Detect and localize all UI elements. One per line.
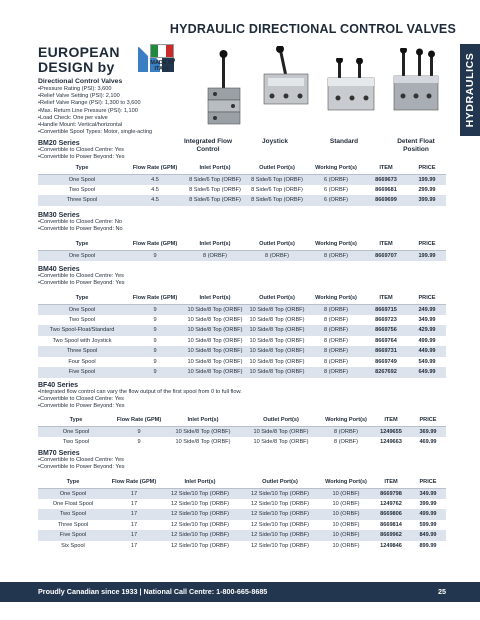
cell-working: 10 (ORBF) <box>332 521 360 528</box>
spec-item: •Handle Mount: Vertical/horizontal <box>38 122 123 129</box>
cell-working: 8 (ORBF) <box>308 367 364 378</box>
col-outlet: Outlet Port(s) <box>246 238 308 250</box>
cell-price: 349.99 <box>410 488 446 499</box>
col-price: PRICE <box>410 414 446 426</box>
cell-outlet: 12 Side/10 Top (ORBF) <box>240 530 320 541</box>
cell-item: 8669749 <box>375 358 397 365</box>
table-row <box>38 304 446 315</box>
col-item: ITEM <box>372 476 410 488</box>
col-item: ITEM <box>364 292 408 304</box>
cell-working: 8 (ORBF) <box>308 304 364 315</box>
table-row <box>38 541 446 552</box>
table-header-row <box>38 414 446 426</box>
table-row <box>38 509 446 520</box>
cell-flow: 9 <box>153 337 157 344</box>
caption-integrated-flow-control: Integrated Flow Control <box>183 138 233 153</box>
col-price: PRICE <box>408 162 446 174</box>
cell-type: Two Spool with Joystick <box>52 337 112 344</box>
spec-item: •Pressure Rating (PSI): 3,600 <box>38 86 112 92</box>
cell-type: One Spool <box>38 174 126 185</box>
series-note: •Convertible to Closed Centre: Yes <box>38 147 124 153</box>
series-title: BM70 Series <box>38 450 80 457</box>
cell-price: 299.99 <box>418 186 436 193</box>
cell-type: One Spool <box>38 488 108 499</box>
cell-inlet: 12 Side/10 Top (ORBF) <box>160 488 240 499</box>
cell-outlet: 10 Side/8 Top (ORBF) <box>249 316 305 323</box>
cell-working: 8 (ORBF) <box>324 337 348 344</box>
cell-price: 349.99 <box>418 316 436 323</box>
cell-type: Two Spool-Float/Standard <box>38 325 126 336</box>
bm30-table <box>38 238 446 261</box>
spec-list <box>38 78 198 136</box>
col-price: PRICE <box>408 238 446 250</box>
page-number: 25 <box>438 587 446 596</box>
bm20-table <box>38 162 446 206</box>
cell-price: 399.99 <box>408 195 446 206</box>
cell-inlet: 10 Side/8 Top (ORBF) <box>187 358 243 365</box>
table-row <box>38 367 446 378</box>
cell-item: 8669962 <box>372 530 410 541</box>
col-flow-rate: Flow Rate (GPM) <box>108 476 160 488</box>
cell-item: 8669756 <box>364 325 408 336</box>
series-note: •Convertible to Power Beyond: Yes <box>38 280 125 286</box>
cell-item: 8669707 <box>364 250 408 261</box>
cell-type: One Spool <box>38 250 126 261</box>
cell-item: 8669764 <box>375 337 397 344</box>
col-outlet: Outlet Port(s) <box>246 292 308 304</box>
cell-type: Three Spool <box>38 346 126 357</box>
cell-outlet: 12 Side/10 Top (ORBF) <box>240 488 320 499</box>
cell-type: Two Spool <box>38 509 108 520</box>
col-inlet: Inlet Port(s) <box>160 476 240 488</box>
cell-working: 10 (ORBF) <box>320 530 372 541</box>
cell-type: Three Spool <box>57 521 89 528</box>
made-in-badge: MADE IN ITALY <box>150 60 174 72</box>
cell-type: Six Spool <box>61 542 85 549</box>
cell-working: 6 (ORBF) <box>308 174 364 185</box>
cell-type: One Spool <box>38 304 126 315</box>
cell-inlet: 10 Side/8 Top (ORBF) <box>175 438 231 445</box>
cell-item: 8669806 <box>372 509 410 520</box>
cell-inlet: 8 Side/6 Top (ORBF) <box>184 195 246 206</box>
spec-item: •Relief Valve Setting (PSI): 2,100 <box>38 93 120 100</box>
brand-line1: EUROPEAN <box>38 44 120 60</box>
cell-inlet: 12 Side/10 Top (ORBF) <box>160 509 240 520</box>
cell-price: 849.99 <box>410 530 446 541</box>
table-row <box>38 174 446 185</box>
cell-flow: 17 <box>108 530 160 541</box>
series-bf40 <box>38 382 446 410</box>
cell-type: Four Spool <box>68 358 96 365</box>
cell-working: 8 (ORBF) <box>320 426 372 437</box>
cell-outlet: 10 Side/8 Top (ORBF) <box>249 358 305 365</box>
cell-flow: 17 <box>108 509 160 520</box>
table-header-row <box>38 292 446 304</box>
cell-flow: 9 <box>126 346 184 357</box>
cell-price: 399.99 <box>419 500 437 507</box>
col-working: Working Port(s) <box>308 238 364 250</box>
caption-standard: Standard <box>329 138 359 145</box>
cell-price: 249.99 <box>408 304 446 315</box>
flow-control-valve-image <box>200 50 248 134</box>
cell-price: 599.99 <box>419 521 437 528</box>
cell-outlet: 10 Side/8 Top (ORBF) <box>242 426 320 437</box>
cell-type: One Float Spool <box>52 500 94 507</box>
col-working: Working Port(s) <box>308 162 364 174</box>
cell-inlet: 10 Side/8 Top (ORBF) <box>184 304 246 315</box>
cell-item: 8669731 <box>364 346 408 357</box>
table-row <box>38 185 446 196</box>
cell-working: 6 (ORBF) <box>308 195 364 206</box>
spec-item: •Max. Return Line Pressure (PSI): 1,100 <box>38 107 138 114</box>
cell-working: 10 (ORBF) <box>320 488 372 499</box>
col-flow-rate: Flow Rate (GPM) <box>114 414 164 426</box>
col-flow-rate: Flow Rate (GPM) <box>126 292 184 304</box>
series-note: •Convertible to Closed Centre: No <box>38 219 123 225</box>
col-inlet: Inlet Port(s) <box>184 238 246 250</box>
cell-inlet: 10 Side/8 Top (ORBF) <box>184 325 246 336</box>
cell-outlet: 12 Side/10 Top (ORBF) <box>240 509 320 520</box>
series-note: •Convertible to Power Beyond: Yes <box>38 464 125 470</box>
series-title: BM30 Series <box>38 212 80 219</box>
cell-type: One Spool <box>38 426 114 437</box>
table-row <box>38 499 446 510</box>
cell-type: Three Spool <box>38 195 126 206</box>
cell-working: 8 (ORBF) <box>324 358 348 365</box>
cell-working: 10 (ORBF) <box>332 500 360 507</box>
cell-working: 8 (ORBF) <box>324 316 348 323</box>
cell-outlet: 12 Side/10 Top (ORBF) <box>250 500 310 507</box>
cell-type: Five Spool <box>38 367 126 378</box>
cell-price: 499.99 <box>410 509 446 520</box>
table-row <box>38 426 446 437</box>
col-working: Working Port(s) <box>320 414 372 426</box>
series-bm70 <box>38 450 446 471</box>
cell-outlet: 12 Side/10 Top (ORBF) <box>250 542 310 549</box>
cell-flow: 9 <box>126 367 184 378</box>
table-row <box>38 346 446 357</box>
footer-bar <box>0 582 480 602</box>
cell-outlet: 10 Side/8 Top (ORBF) <box>246 346 308 357</box>
series-note: •Convertible to Power Beyond: No <box>38 226 123 232</box>
joystick-valve-image <box>258 46 314 116</box>
series-note: •Convertible to Power Beyond: Yes <box>38 154 125 160</box>
col-inlet: Inlet Port(s) <box>184 292 246 304</box>
cell-working: 10 (ORBF) <box>320 509 372 520</box>
cell-item: 1249663 <box>380 438 402 445</box>
col-price: PRICE <box>408 292 446 304</box>
cell-item: 8267692 <box>364 367 408 378</box>
bf40-table <box>38 414 446 447</box>
cell-price: 199.99 <box>408 174 446 185</box>
cell-flow: 9 <box>153 358 157 365</box>
col-item: ITEM <box>364 238 408 250</box>
table-row <box>38 530 446 541</box>
cell-price: 469.99 <box>419 438 437 445</box>
series-bm20 <box>38 140 446 161</box>
cell-item: 8669814 <box>380 521 402 528</box>
col-working: Working Port(s) <box>308 292 364 304</box>
table-row <box>38 437 446 448</box>
table-row <box>38 325 446 336</box>
cell-flow: 9 <box>126 325 184 336</box>
series-title: BM20 Series <box>38 140 80 147</box>
table-row <box>38 250 446 261</box>
cell-inlet: 10 Side/8 Top (ORBF) <box>187 337 243 344</box>
table-header-row <box>38 476 446 488</box>
brand-line2: DESIGN by <box>38 59 115 75</box>
cell-item: 8669723 <box>375 316 397 323</box>
caption-detent-float: Detent Float Position <box>397 138 435 153</box>
series-note: •Convertible to Power Beyond: Yes <box>38 403 125 409</box>
cell-outlet: 8 Side/6 Top (ORBF) <box>251 186 303 193</box>
product-images <box>200 44 450 134</box>
series-note: •Convertible to Closed Centre: Yes <box>38 457 124 463</box>
spec-item: •Convertible Spool Types: Motor, single-acting <box>38 129 153 136</box>
cell-outlet: 8 Side/6 Top (ORBF) <box>246 174 308 185</box>
cell-flow: 4.5 <box>126 174 184 185</box>
cell-inlet: 10 Side/8 Top (ORBF) <box>187 316 243 323</box>
series-bm40 <box>38 266 446 287</box>
bm70-table <box>38 476 446 551</box>
table-header-row <box>38 162 446 174</box>
cell-price: 899.99 <box>419 542 437 549</box>
cell-outlet: 10 Side/8 Top (ORBF) <box>253 438 309 445</box>
footer-text: Proudly Canadian since 1933 | National Call Centre: 1-800-665-8685 <box>38 587 268 596</box>
table-row <box>38 520 446 531</box>
table-row <box>38 195 446 206</box>
page-title: HYDRAULIC DIRECTIONAL CONTROL VALVES <box>169 22 456 36</box>
spec-list-title: Directional Control Valves <box>38 78 123 85</box>
cell-item: 8669798 <box>372 488 410 499</box>
cell-type: Five Spool <box>38 530 108 541</box>
cell-price: 429.99 <box>408 325 446 336</box>
cell-flow: 9 <box>153 316 157 323</box>
bm40-table <box>38 292 446 378</box>
col-type: Type <box>38 238 126 250</box>
cell-working: 8 (ORBF) <box>308 250 364 261</box>
cell-inlet: 12 Side/10 Top (ORBF) <box>170 542 230 549</box>
col-item: ITEM <box>364 162 408 174</box>
cell-outlet: 10 Side/8 Top (ORBF) <box>246 325 308 336</box>
table-row <box>38 315 446 326</box>
col-type: Type <box>38 292 126 304</box>
cell-working: 8 (ORBF) <box>308 346 364 357</box>
cell-type: Two Spool <box>68 186 96 193</box>
cell-working: 10 (ORBF) <box>332 542 360 549</box>
cell-inlet: 10 Side/8 Top (ORBF) <box>164 426 242 437</box>
cell-working: 6 (ORBF) <box>324 186 348 193</box>
cell-price: 449.99 <box>408 346 446 357</box>
cell-working: 8 (ORBF) <box>308 325 364 336</box>
cell-item: 1249846 <box>380 542 402 549</box>
section-tab-label: HYDRAULICS <box>464 52 476 128</box>
cell-flow: 17 <box>130 542 138 549</box>
series-note: •Convertible to Closed Centre: Yes <box>38 273 124 279</box>
col-item: ITEM <box>372 414 410 426</box>
cell-price: 649.99 <box>408 367 446 378</box>
cell-inlet: 12 Side/10 Top (ORBF) <box>170 500 230 507</box>
col-outlet: Outlet Port(s) <box>246 162 308 174</box>
cell-price: 549.99 <box>418 358 436 365</box>
cell-item: 8669673 <box>364 174 408 185</box>
cell-flow: 9 <box>114 426 164 437</box>
table-row <box>38 357 446 368</box>
col-outlet: Outlet Port(s) <box>240 476 320 488</box>
cell-working: 8 (ORBF) <box>334 438 358 445</box>
cell-item: 8669715 <box>364 304 408 315</box>
table-header-row <box>38 238 446 250</box>
col-inlet: Inlet Port(s) <box>184 162 246 174</box>
standard-valve-image <box>322 58 380 120</box>
col-outlet: Outlet Port(s) <box>242 414 320 426</box>
cell-price: 499.99 <box>418 337 436 344</box>
cell-flow: 4.5 <box>126 195 184 206</box>
section-tab <box>460 44 480 136</box>
cell-inlet: 12 Side/10 Top (ORBF) <box>170 521 230 528</box>
cell-flow: 4.5 <box>151 186 159 193</box>
italy-flag-icon <box>150 44 174 58</box>
cell-price: 199.99 <box>408 250 446 261</box>
cell-type: Two Spool <box>68 316 96 323</box>
series-note: •Convertible to Closed Centre: Yes <box>38 396 124 402</box>
table-row <box>38 488 446 499</box>
cell-flow: 17 <box>108 488 160 499</box>
cell-inlet: 10 Side/8 Top (ORBF) <box>184 367 246 378</box>
cell-item: 1249655 <box>372 426 410 437</box>
col-inlet: Inlet Port(s) <box>164 414 242 426</box>
caption-joystick: Joystick <box>261 138 289 145</box>
cell-flow: 9 <box>126 304 184 315</box>
cell-inlet: 8 (ORBF) <box>184 250 246 261</box>
cell-item: 1249762 <box>380 500 402 507</box>
col-working: Working Port(s) <box>320 476 372 488</box>
series-bm30 <box>38 212 446 233</box>
cell-inlet: 10 Side/8 Top (ORBF) <box>184 346 246 357</box>
table-row <box>38 336 446 347</box>
col-flow-rate: Flow Rate (GPM) <box>126 238 184 250</box>
detent-float-valve-image <box>388 48 444 122</box>
col-flow-rate: Flow Rate (GPM) <box>126 162 184 174</box>
col-type: Type <box>38 162 126 174</box>
cell-inlet: 8 Side/6 Top (ORBF) <box>184 174 246 185</box>
cell-flow: 17 <box>130 500 138 507</box>
cell-price: 369.99 <box>410 426 446 437</box>
series-title: BM40 Series <box>38 266 80 273</box>
cell-inlet: 8 Side/6 Top (ORBF) <box>189 186 241 193</box>
cell-outlet: 8 Side/6 Top (ORBF) <box>246 195 308 206</box>
cell-item: 8669699 <box>364 195 408 206</box>
spec-item: •Relief Valve Range (PSI): 1,300 to 3,600 <box>38 100 141 107</box>
cell-outlet: 8 (ORBF) <box>246 250 308 261</box>
series-note: •Integrated flow control can vary the flow output of the first spool from 0 to full flow. <box>38 389 242 395</box>
cell-outlet: 12 Side/10 Top (ORBF) <box>250 521 310 528</box>
cell-item: 8669681 <box>375 186 397 193</box>
series-title: BF40 Series <box>38 382 79 389</box>
col-price: PRICE <box>410 476 446 488</box>
cell-outlet: 10 Side/8 Top (ORBF) <box>246 304 308 315</box>
spec-item: •Load Check: One per valve <box>38 114 108 121</box>
col-type: Type <box>38 476 108 488</box>
col-type: Type <box>38 414 114 426</box>
cell-flow: 9 <box>126 250 184 261</box>
cell-flow: 9 <box>137 438 141 445</box>
cell-outlet: 10 Side/8 Top (ORBF) <box>249 337 305 344</box>
cell-type: Two Spool <box>62 438 90 445</box>
cell-inlet: 12 Side/10 Top (ORBF) <box>160 530 240 541</box>
cell-outlet: 10 Side/8 Top (ORBF) <box>246 367 308 378</box>
cell-flow: 17 <box>130 521 138 528</box>
